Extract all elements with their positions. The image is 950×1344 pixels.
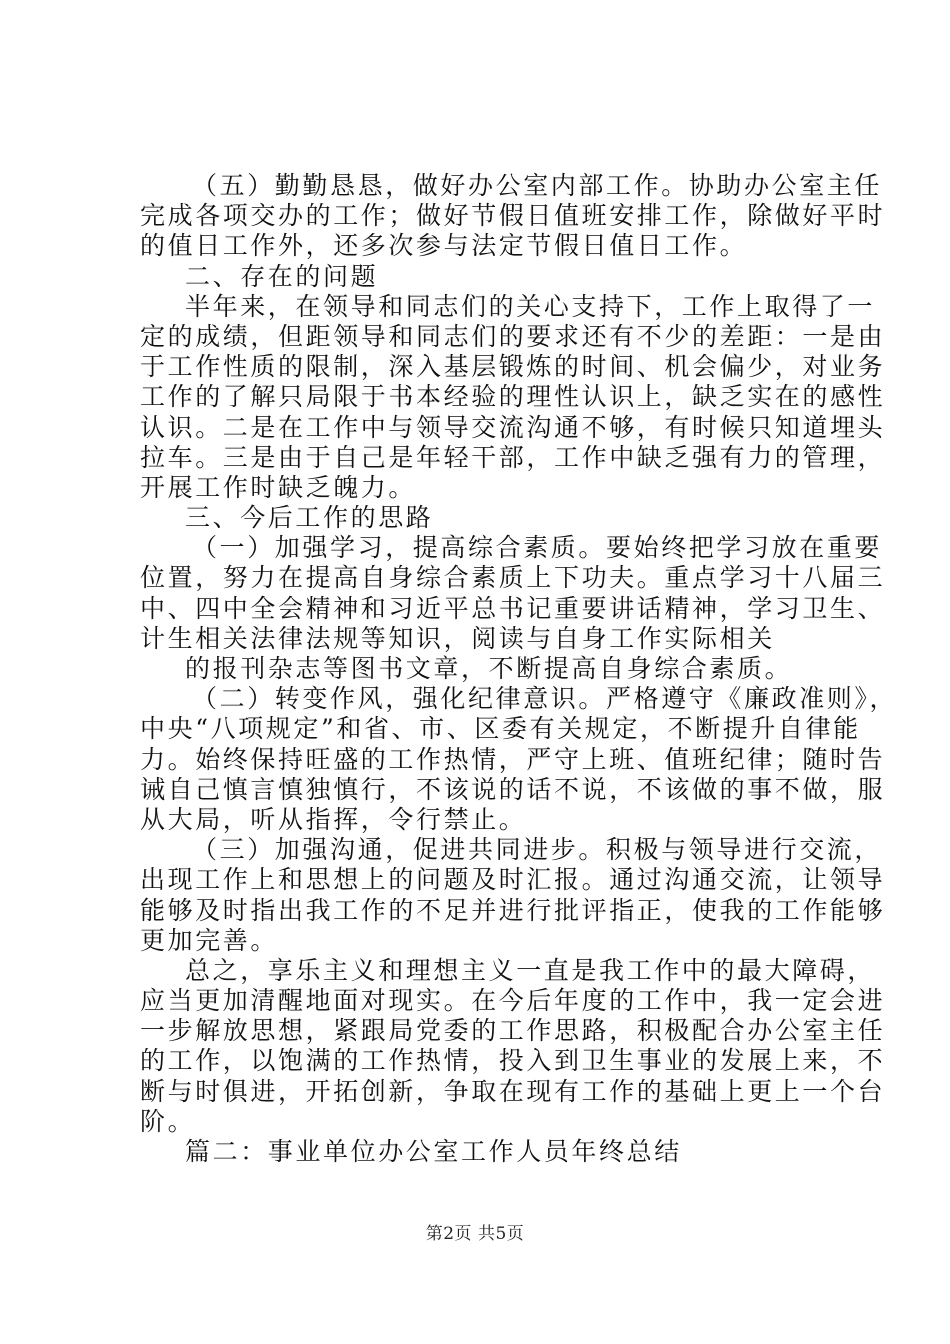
paragraph-line: 中、四中全会精神和习近平总书记重要讲话精神，学习卫生、 [140, 593, 886, 623]
paragraph-line: 的工作，以饱满的工作热情，投入到卫生事业的发展上来，不 [140, 1046, 886, 1076]
paragraph-line: 总之，享乐主义和理想主义一直是我工作中的最大障碍， [185, 955, 876, 985]
paragraph-line: 中央“八项规定”和省、市、区委有关规定，不断提升自律能 [140, 714, 861, 744]
paragraph-line: 完成各项交办的工作；做好节假日值班安排工作，除做好平时 [140, 201, 886, 231]
paragraph-line: （二）转变作风，强化纪律意识。严格遵守《廉政准则》， [192, 684, 898, 714]
paragraph-line: （五）勤勤恳恳，做好办公室内部工作。协助办公室主任 [192, 171, 883, 200]
paragraph-line: 更加完善。 [140, 925, 279, 955]
paragraph-line: 力。始终保持旺盛的工作热情，严守上班、值班纪律；随时告 [140, 744, 886, 774]
paragraph-line: 能够及时指出我工作的不足并进行批评指正，使我的工作能够 [140, 895, 886, 925]
paragraph-line: 定的成绩，但距领导和同志们的要求还有不少的差距：一是由 [140, 321, 886, 351]
paragraph-line: （三）加强沟通，促进共同进步。积极与领导进行交流， [192, 835, 883, 865]
section-heading: 三、今后工作的思路 [185, 503, 434, 533]
paragraph-line: 一步解放思想，紧跟局党委的工作思路，积极配合办公室主任 [140, 1016, 886, 1046]
paragraph-line: 计生相关法律法规等知识，阅读与自身工作实际相关 [140, 623, 775, 653]
paragraph-line: 从大局，听从指挥，令行禁止。 [140, 804, 527, 834]
paragraph-line: 于工作性质的限制，深入基层锻炼的时间、机会偏少，对业务 [140, 352, 886, 382]
paragraph-line: 拉车。三是由于自己是年轻干部，工作中缺乏强有力的管理， [140, 442, 886, 472]
section-heading: 篇二：事业单位办公室工作人员年终总结 [185, 1137, 682, 1166]
paragraph-line: 半年来，在领导和同志们的关心支持下，工作上取得了一 [185, 291, 876, 321]
paragraph-line: 应当更加清醒地面对现实。在今后年度的工作中，我一定会进 [140, 986, 886, 1016]
paragraph-line: 出现工作上和思想上的问题及时汇报。通过沟通交流，让领导 [140, 865, 886, 895]
paragraph-line: 位置，努力在提高自身综合素质上下功夫。重点学习十八届三 [140, 563, 886, 593]
paragraph-line: 断与时俱进，开拓创新，争取在现有工作的基础上更上一个台 [140, 1076, 886, 1106]
paragraph-line: 开展工作时缺乏魄力。 [140, 472, 417, 502]
section-heading: 二、存在的问题 [185, 261, 379, 291]
paragraph-line: 的报刊杂志等图书文章，不断提高自身综合素质。 [185, 654, 793, 683]
paragraph-line: 认识。二是在工作中与领导交流沟通不够，有时候只知道埋头 [140, 412, 886, 442]
paragraph-line: （一）加强学习，提高综合素质。要始终把学习放在重要 [192, 533, 883, 563]
page-footer [0, 1219, 950, 1244]
paragraph-line: 阶。 [140, 1106, 196, 1136]
paragraph-line: 的值日工作外，还多次参与法定节假日值日工作。 [140, 231, 748, 261]
document-body [140, 171, 898, 1167]
paragraph-line: 工作的了解只局限于书本经验的理性认识上，缺乏实在的感性 [140, 382, 886, 412]
page-number: 第2页 共5页 [425, 1224, 525, 1244]
paragraph-line: 诫自己慎言慎独慎行，不该说的话不说，不该做的事不做，服 [140, 774, 886, 804]
